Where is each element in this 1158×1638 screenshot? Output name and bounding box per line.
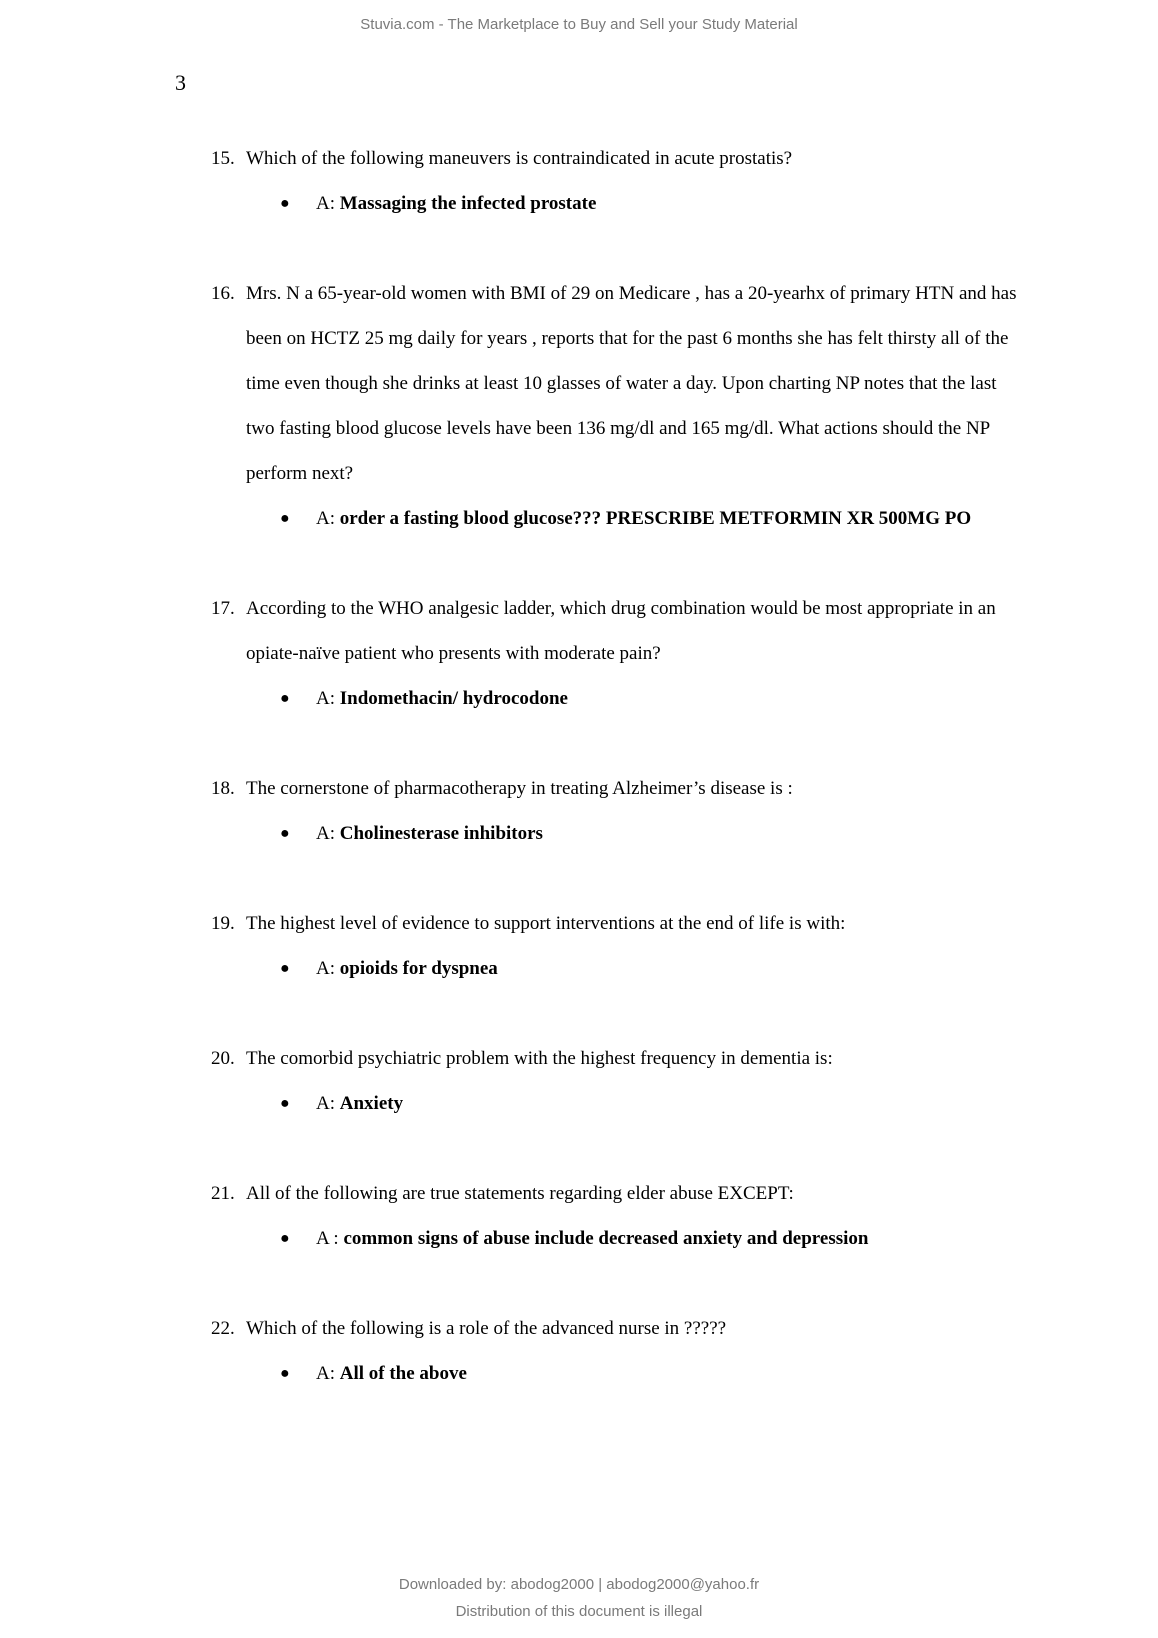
answer-prefix: A: [316, 193, 340, 214]
question-number: 17. [211, 598, 235, 619]
question-number: 21. [211, 1183, 235, 1204]
footer-distribution-notice: Distribution of this document is illegal [455, 1603, 703, 1620]
question-17 [0, 586, 1158, 721]
question-16 [0, 271, 1158, 541]
answer-text: Cholinesterase inhibitors [339, 823, 543, 844]
answer-text: order a fasting blood glucose??? PRESCRIBE METFORMIN XR 500MG PO [339, 508, 972, 529]
bullet-icon: ● [280, 825, 290, 842]
bullet-icon: ● [280, 690, 290, 707]
question-20 [0, 1036, 1158, 1126]
question-18 [0, 766, 1158, 856]
answer-item [0, 181, 1158, 226]
answer-item [0, 1216, 1158, 1261]
question-number: 18. [211, 778, 235, 799]
answer-text: opioids for dyspnea [339, 958, 498, 979]
question-text: According to the WHO analgesic ladder, which drug combination would be most appropriate in an opiate-naïve patient who presents with moderate pain? [246, 598, 996, 664]
question-list [0, 136, 1158, 1441]
answer-text: Anxiety [339, 1093, 404, 1114]
answer-prefix: A: [316, 823, 340, 844]
question-text: The comorbid psychiatric problem with the highest frequency in dementia is: [246, 1048, 833, 1069]
question-number: 15. [211, 148, 235, 169]
answer-text: All of the above [339, 1363, 467, 1384]
answer-text: Indomethacin/ hydrocodone [339, 688, 568, 709]
bullet-icon: ● [280, 1095, 290, 1112]
question-21 [0, 1171, 1158, 1261]
answer-item [0, 1081, 1158, 1126]
question-15 [0, 136, 1158, 226]
question-text: The cornerstone of pharmacotherapy in treating Alzheimer’s disease is : [246, 778, 793, 799]
question-text: The highest level of evidence to support interventions at the end of life is with: [246, 913, 846, 934]
question-19 [0, 901, 1158, 991]
answer-item [0, 811, 1158, 856]
question-22 [0, 1306, 1158, 1396]
question-text: Mrs. N a 65-year-old women with BMI of 29 on Medicare , has a 20-yearhx of primary HTN and has been on HCTZ 25 mg daily for years , reports that for the past 6 months she has felt thirsty all of the time even though she drinks at least 10 glasses of water a day. Upon charting NP notes that the last two fasting blood glucose levels have been 136 mg/dl and 165 mg/dl. What actions should the NP perform next? [246, 283, 1017, 484]
answer-prefix: A: [316, 688, 340, 709]
stuvia-header-banner: Stuvia.com - The Marketplace to Buy and Sell your Study Material [360, 16, 798, 33]
question-number: 20. [211, 1048, 235, 1069]
question-number: 16. [211, 283, 235, 304]
bullet-icon: ● [280, 1230, 290, 1247]
answer-prefix: A: [316, 1093, 340, 1114]
bullet-icon: ● [280, 510, 290, 527]
question-number: 19. [211, 913, 235, 934]
question-number: 22. [211, 1318, 235, 1339]
page-number: 3 [175, 70, 186, 95]
bullet-icon: ● [280, 960, 290, 977]
question-text: Which of the following is a role of the advanced nurse in ????? [246, 1318, 727, 1339]
answer-text: common signs of abuse include decreased anxiety and depression [343, 1228, 869, 1249]
answer-item [0, 496, 1158, 541]
answer-prefix: A: [316, 1363, 340, 1384]
bullet-icon: ● [280, 195, 290, 212]
answer-item [0, 946, 1158, 991]
answer-prefix: A: [316, 958, 340, 979]
answer-item [0, 676, 1158, 721]
question-text: All of the following are true statements regarding elder abuse EXCEPT: [246, 1183, 794, 1204]
bullet-icon: ● [280, 1365, 290, 1382]
footer-downloaded-by: Downloaded by: abodog2000 | abodog2000@yahoo.fr [398, 1576, 760, 1593]
answer-text: Massaging the infected prostate [339, 193, 597, 214]
question-text: Which of the following maneuvers is contraindicated in acute prostatis? [246, 148, 793, 169]
answer-item [0, 1351, 1158, 1396]
answer-prefix: A : [316, 1228, 344, 1249]
answer-prefix: A: [316, 508, 340, 529]
